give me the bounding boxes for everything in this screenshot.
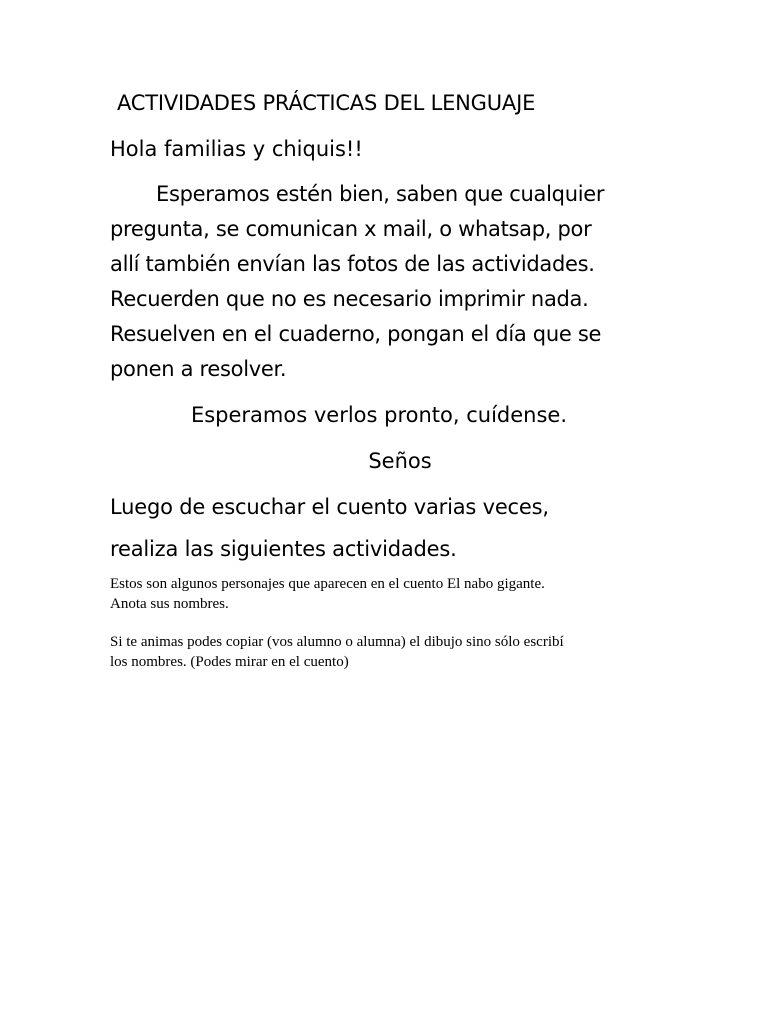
closing-line: Esperamos verlos pronto, cuídense. bbox=[190, 403, 568, 427]
paragraph-line: pregunta, se comunican x mail, o whatsap, por bbox=[110, 217, 592, 241]
instruction-heading bbox=[110, 486, 549, 570]
paragraph-line: Recuerden que no es necesario imprimir nada. bbox=[110, 287, 589, 311]
paragraph-line: ponen a resolver. bbox=[110, 357, 287, 381]
paragraph-line: allí también envían las fotos de las actividades. bbox=[110, 252, 595, 276]
signature: Seños bbox=[368, 449, 432, 473]
paragraph-line: Resuelven en el cuaderno, pongan el día que se bbox=[110, 322, 602, 346]
characters-note bbox=[110, 574, 545, 614]
message-paragraph bbox=[110, 177, 670, 387]
note-line: los nombres. (Podes mirar en el cuento) bbox=[110, 654, 349, 670]
instruction-line: Luego de escuchar el cuento varias veces, bbox=[110, 495, 549, 519]
note-line: Estos son algunos personajes que aparecen en el cuento El nabo gigante. bbox=[110, 576, 545, 592]
document-title: ACTIVIDADES PRÁCTICAS DEL LENGUAJE bbox=[117, 91, 536, 115]
copy-note bbox=[110, 632, 564, 672]
instruction-line: realiza las siguientes actividades. bbox=[110, 537, 457, 561]
paragraph-line: Esperamos estén bien, saben que cualquier bbox=[156, 182, 605, 206]
note-line: Si te animas podes copiar (vos alumno o alumna) el dibujo sino sólo escribí bbox=[110, 634, 564, 650]
note-line: Anota sus nombres. bbox=[110, 596, 229, 612]
greeting-line: Hola familias y chiquis!! bbox=[110, 137, 363, 161]
